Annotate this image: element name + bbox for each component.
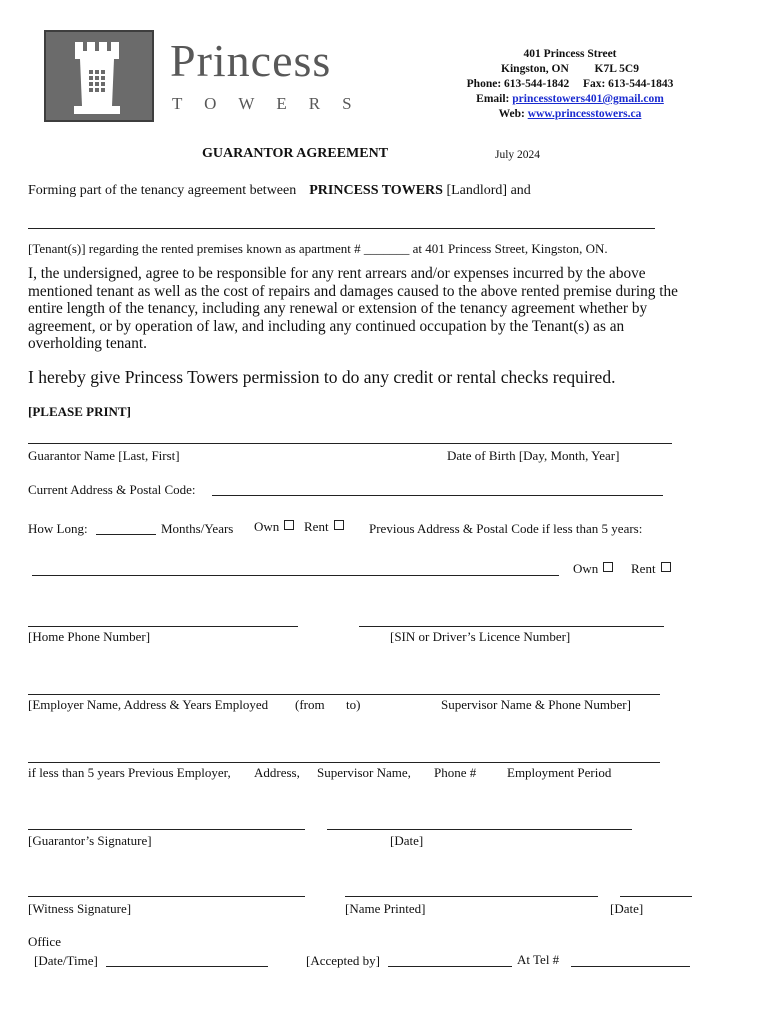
tel-label: At Tel #: [517, 952, 560, 967]
accepted-by-line[interactable]: [388, 966, 512, 967]
web-label: Web:: [498, 108, 525, 120]
brand-name: Princess: [170, 35, 332, 86]
web-link[interactable]: www.princesstowers.ca: [527, 108, 642, 120]
brand-subtitle: TOWERS: [172, 94, 374, 113]
tenant-name-line[interactable]: [28, 228, 655, 229]
email-label: Email:: [476, 93, 510, 105]
intro-suffix: [Landlord] and: [446, 183, 531, 198]
employer-label: [Employer Name, Address & Years Employed: [28, 697, 269, 712]
office-label: Office: [28, 934, 61, 949]
own-option[interactable]: [254, 519, 294, 535]
document-date: July 2024: [495, 149, 541, 161]
rent-option[interactable]: [304, 519, 344, 535]
witness-signature-label: [Witness Signature]: [28, 901, 132, 916]
prev-address-label: Address,: [254, 765, 300, 780]
guarantor-name-label: Guarantor Name [Last, First]: [28, 448, 180, 463]
web-line: [430, 107, 710, 122]
guarantor-name-line[interactable]: [28, 443, 672, 444]
sin-label: [SIN or Driver’s Licence Number]: [390, 629, 571, 644]
email-line: [430, 92, 710, 107]
guarantor-date-line[interactable]: [327, 829, 632, 830]
phone-number: Phone: 613-544-1842: [466, 78, 570, 90]
prev-own-checkbox[interactable]: [603, 562, 613, 572]
how-long-label: How Long:: [28, 521, 88, 536]
body-paragraph: I, the undersigned, agree to be responsible for any rent arrears and/or expenses incurred by the above mentioned tenant as well as the cost of repairs and damages caused to the above rented premise during the entire length of the tenancy, including any renewal or extension of the tenancy agreement whether by agreement, or by operation of law, and including any continued occupation by the Tenant(s) as an overholding tenant.: [28, 265, 678, 353]
address-city: Kingston, ON: [501, 63, 569, 75]
document-title: GUARANTOR AGREEMENT: [202, 146, 389, 161]
address-block: [430, 47, 710, 122]
consent-statement: I hereby give Princess Towers permission to do any credit or rental checks required.: [28, 367, 616, 387]
witness-date-label: [Date]: [610, 901, 644, 916]
rent-label: Rent: [304, 519, 329, 534]
please-print-label: [PLEASE PRINT]: [28, 404, 131, 419]
previous-address-label: Previous Address & Postal Code if less than 5 years:: [369, 521, 643, 536]
prev-own-option[interactable]: [573, 561, 613, 577]
address-city-line: [430, 62, 710, 77]
supervisor-label: Supervisor Name & Phone Number]: [441, 697, 631, 712]
intro-prefix: Forming part of the tenancy agreement between: [28, 183, 297, 198]
prev-rent-checkbox[interactable]: [661, 562, 671, 572]
prev-rent-option[interactable]: [631, 561, 671, 577]
landlord-name: PRINCESS TOWERS: [309, 183, 443, 198]
prev-supervisor-label: Supervisor Name,: [317, 765, 411, 780]
months-years-label: Months/Years: [161, 521, 234, 536]
home-phone-line[interactable]: [28, 626, 298, 627]
own-label: Own: [254, 519, 280, 534]
to-label: to): [346, 697, 361, 712]
dob-label: Date of Birth [Day, Month, Year]: [447, 448, 620, 463]
prev-phone-label: Phone #: [434, 765, 477, 780]
employment-period-label: Employment Period: [507, 765, 612, 780]
witness-date-line[interactable]: [620, 896, 692, 897]
tower-icon: [46, 32, 152, 120]
accepted-by-label: [Accepted by]: [306, 953, 380, 968]
name-printed-line[interactable]: [345, 896, 598, 897]
tel-line[interactable]: [571, 966, 690, 967]
how-long-line[interactable]: [96, 534, 156, 535]
email-link[interactable]: princesstowers401@gmail.com: [512, 93, 664, 105]
prev-rent-label: Rent: [631, 561, 656, 576]
tenant-line: [Tenant(s)] regarding the rented premises known as apartment # _______ at 401 Princess Street, Kingston, ON.: [28, 241, 608, 256]
previous-address-line[interactable]: [32, 575, 559, 576]
office-datetime-label: [Date/Time]: [34, 953, 98, 968]
name-printed-label: [Name Printed]: [345, 901, 426, 916]
address-postal: K7L 5C9: [594, 63, 639, 75]
intro-line: [28, 183, 531, 199]
home-phone-label: [Home Phone Number]: [28, 629, 151, 644]
office-datetime-line[interactable]: [106, 966, 268, 967]
previous-employer-label: if less than 5 years Previous Employer,: [28, 765, 231, 780]
fax-number: Fax: 613-544-1843: [582, 78, 674, 90]
from-label: (from: [295, 697, 325, 712]
own-checkbox[interactable]: [284, 520, 294, 530]
tower-logo: [44, 30, 154, 122]
prev-own-label: Own: [573, 561, 599, 576]
previous-employer-line[interactable]: [28, 762, 660, 763]
guarantor-signature-label: [Guarantor’s Signature]: [28, 833, 152, 848]
employer-line[interactable]: [28, 694, 660, 695]
sin-line[interactable]: [359, 626, 664, 627]
guarantor-signature-line[interactable]: [28, 829, 305, 830]
current-address-line[interactable]: [212, 495, 663, 496]
witness-signature-line[interactable]: [28, 896, 305, 897]
guarantor-date-label: [Date]: [390, 833, 424, 848]
address-phone-line: [430, 77, 710, 92]
rent-checkbox[interactable]: [334, 520, 344, 530]
current-address-label: Current Address & Postal Code:: [28, 482, 196, 497]
address-street: 401 Princess Street: [523, 48, 617, 60]
